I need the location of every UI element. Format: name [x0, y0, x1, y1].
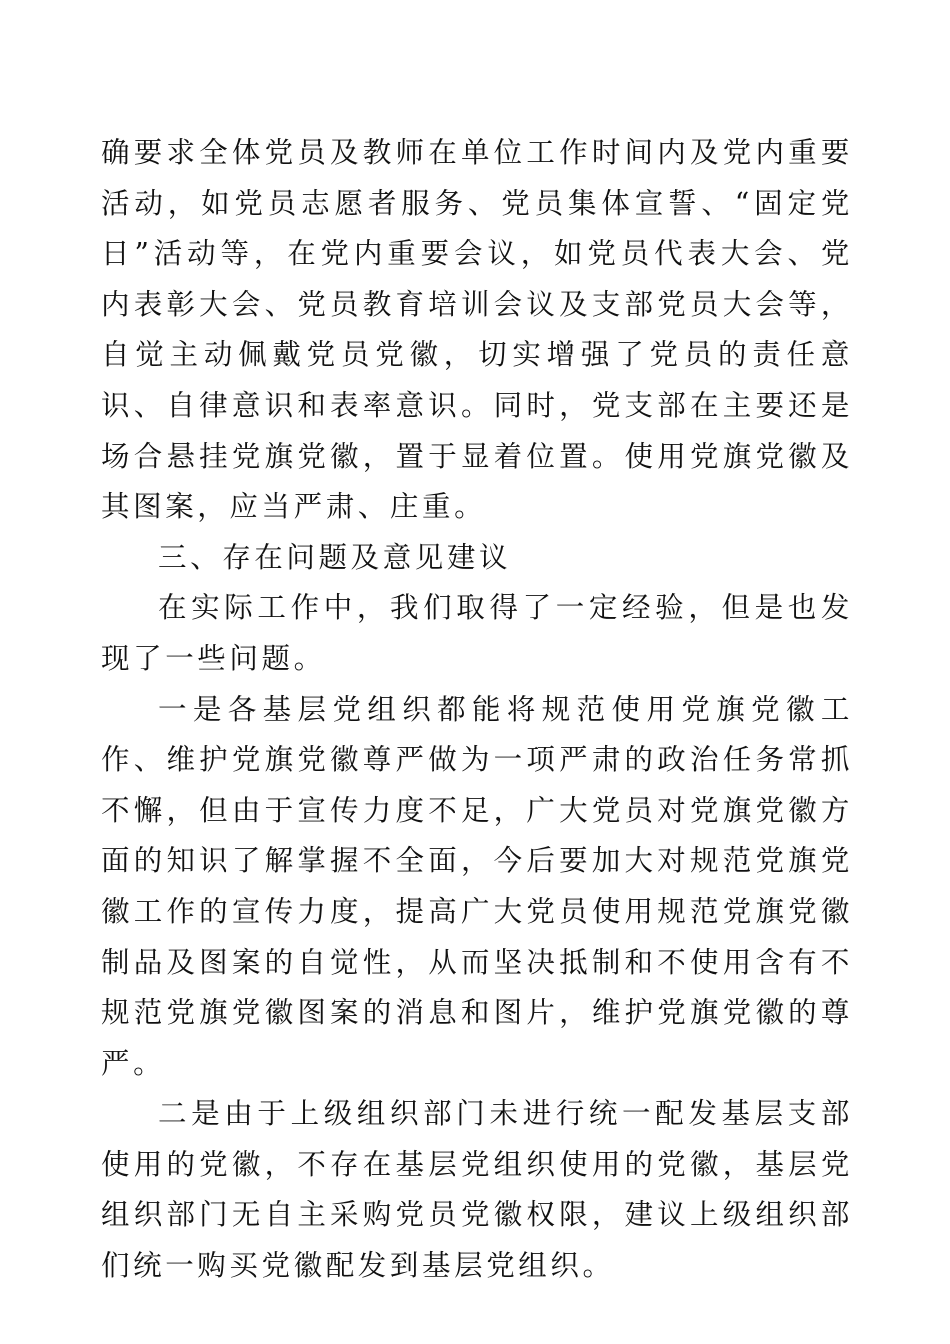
paragraph-issue-one: 一是各基层党组织都能将规范使用党旗党徽工作、维护党旗党徽尊严做为一项严肃的政治任务常抓不懈，但由于宣传力度不足，广大党员对党旗党徽方面的知识了解掌握不全面，今后要加大对规范党旗党徽工作的宣传力度，提高广大党员使用规范党旗党徽制品及图案的自觉性，从而坚决抵制和不使用含有不规范党旗党徽图案的消息和图片，维护党旗党徽的尊严。	[101, 692, 853, 1080]
paragraph-intro: 在实际工作中，我们取得了一定经验，但是也发现了一些问题。	[101, 591, 853, 675]
paragraph-continuation: 确要求全体党员及教师在单位工作时间内及党内重要活动，如党员志愿者服务、党员集体宣誓、“固定党日”活动等，在党内重要会议，如党员代表大会、党内表彰大会、党员教育培训会议及支部党员大会等，自觉主动佩戴党员党徽，切实增强了党员的责任意识、自律意识和表率意识。同时，党支部在主要还是场合悬挂党旗党徽，置于显着位置。使用党旗党徽及其图案，应当严肃、庄重。	[101, 136, 853, 524]
document-body	[101, 128, 853, 1292]
paragraph-issue-two: 二是由于上级组织部门未进行统一配发基层支部使用的党徽，不存在基层党组织使用的党徽，基层党组织部门无自主采购党员党徽权限，建议上级组织部们统一购买党徽配发到基层党组织。	[101, 1097, 853, 1283]
section-heading: 三、存在问题及意见建议	[158, 540, 512, 574]
